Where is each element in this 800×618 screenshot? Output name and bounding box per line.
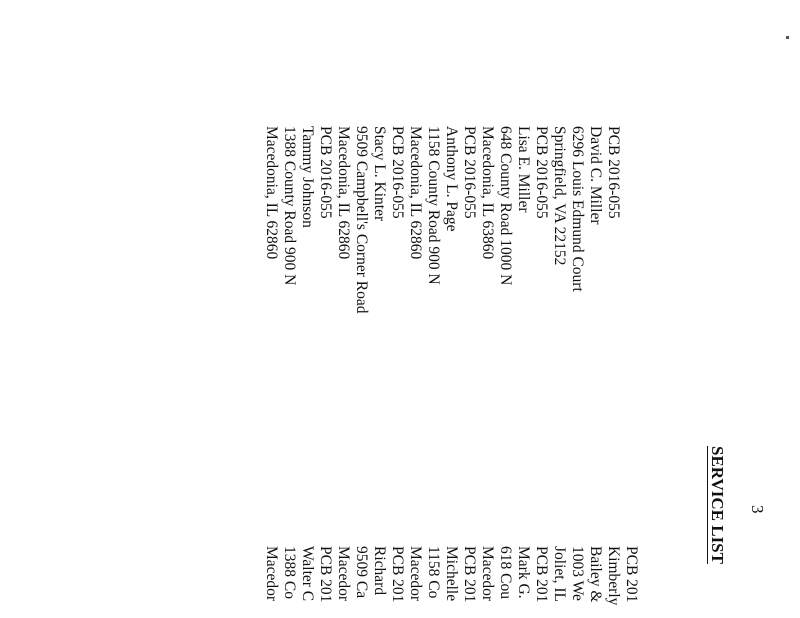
list-line: Macedonia, IL 62860 [335, 126, 352, 260]
list-line: PCB 201 [623, 546, 640, 603]
list-line: PCB 2016-055 [533, 126, 550, 219]
list-line: Richard [371, 546, 388, 596]
list-line: Macedor [335, 546, 352, 602]
list-line: Joliet, IL [551, 546, 568, 602]
service-list-bottom-column [262, 546, 640, 618]
list-line: Michelle [443, 546, 460, 602]
list-line: Walter C [299, 546, 316, 602]
list-line: Mark G. [515, 546, 532, 599]
list-line: PCB 2016-055 [317, 126, 334, 219]
list-line: PCB 201 [389, 546, 406, 603]
list-line: PCB 201 [461, 546, 478, 603]
list-line: Springfield, VA 22152 [551, 126, 568, 266]
list-line: 1388 County Road 900 N [281, 126, 298, 286]
list-line: Anthony L. Page [443, 126, 460, 232]
list-line: Stacy L. Kinter [371, 126, 388, 222]
list-line: Macedor [407, 546, 424, 602]
list-line: 1388 Co [281, 546, 298, 599]
list-line: Macedonia, IL 63860 [479, 126, 496, 260]
list-line: 6296 Louis Edmund Court [569, 126, 586, 292]
list-line: 1003 We [569, 546, 586, 601]
service-list-heading: SERVICE LIST [708, 446, 727, 564]
list-line: 618 Cou [497, 546, 514, 599]
list-line: 1158 County Road 900 N [425, 126, 442, 285]
list-line: PCB 2016-055 [389, 126, 406, 219]
list-line: Macedor [479, 546, 496, 602]
list-line: PCB 201 [533, 546, 550, 603]
list-line: Macedonia, IL 62860 [407, 126, 424, 260]
list-line: 1158 Co [425, 546, 442, 599]
scan-speck [786, 36, 789, 39]
list-line: David C. Miller [587, 126, 604, 225]
service-list-top-column [262, 126, 622, 426]
list-line: 9509 Campbell's Corner Road [353, 126, 370, 314]
list-line: Bailey & [587, 546, 604, 603]
list-line: 9509 Ca [353, 546, 370, 599]
page-number: 3 [748, 505, 767, 514]
list-line: PCB 201 [317, 546, 334, 603]
list-line: 648 County Road 1000 N [497, 126, 514, 286]
list-line: Tammy Johnson [299, 126, 316, 228]
list-line: PCB 2016-055 [605, 126, 622, 219]
list-line: Macedonia, IL 62860 [263, 126, 280, 260]
list-line: Kimberly [605, 546, 622, 606]
list-line: Macedor [263, 546, 280, 602]
list-line: PCB 2016-055 [461, 126, 478, 219]
list-line: Lisa E. Miller [515, 126, 532, 213]
